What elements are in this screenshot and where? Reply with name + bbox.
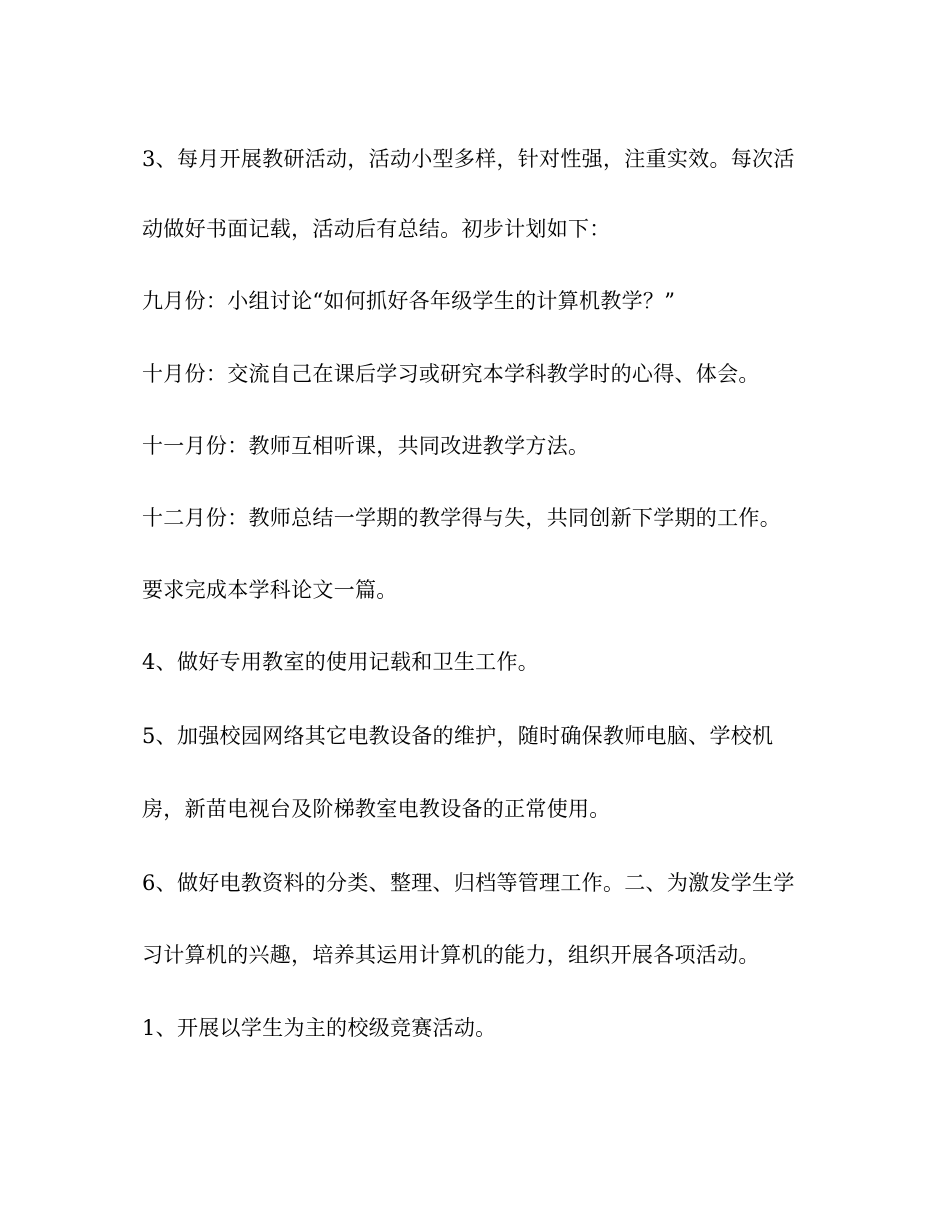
text-line: 5、加强校园网络其它电教设备的维护，随时确保教师电脑、学校机 [142, 724, 774, 748]
text-line: 十二月份：教师总结一学期的教学得与失，共同创新下学期的工作。 [142, 506, 781, 530]
text-line: 1、开展以学生为主的校级竞赛活动。 [142, 1016, 497, 1040]
text-line: 3、每月开展教研活动，活动小型多样，针对性强，注重实效。每次活 [142, 147, 795, 171]
text-line: 4、做好专用教室的使用记载和卫生工作。 [142, 650, 540, 674]
text-line: 动做好书面记载，活动后有总结。初步计划如下： [142, 217, 611, 241]
text-line: 十月份：交流自己在课后学习或研究本学科教学时的心得、体会。 [142, 362, 760, 386]
text-line: 房，新苗电视台及阶梯教室电教设备的正常使用。 [142, 797, 611, 821]
text-line: 要求完成本学科论文一篇。 [142, 578, 398, 602]
text-line: 习计算机的兴趣，培养其运用计算机的能力，组织开展各项活动。 [142, 943, 760, 967]
text-line: 6、做好电教资料的分类、整理、归档等管理工作。二、为激发学生学 [142, 871, 795, 895]
text-line: 十一月份：教师互相听课，共同改进教学方法。 [142, 434, 590, 458]
text-line: 九月份：小组讨论“如何抓好各年级学生的计算机教学？” [142, 289, 676, 313]
